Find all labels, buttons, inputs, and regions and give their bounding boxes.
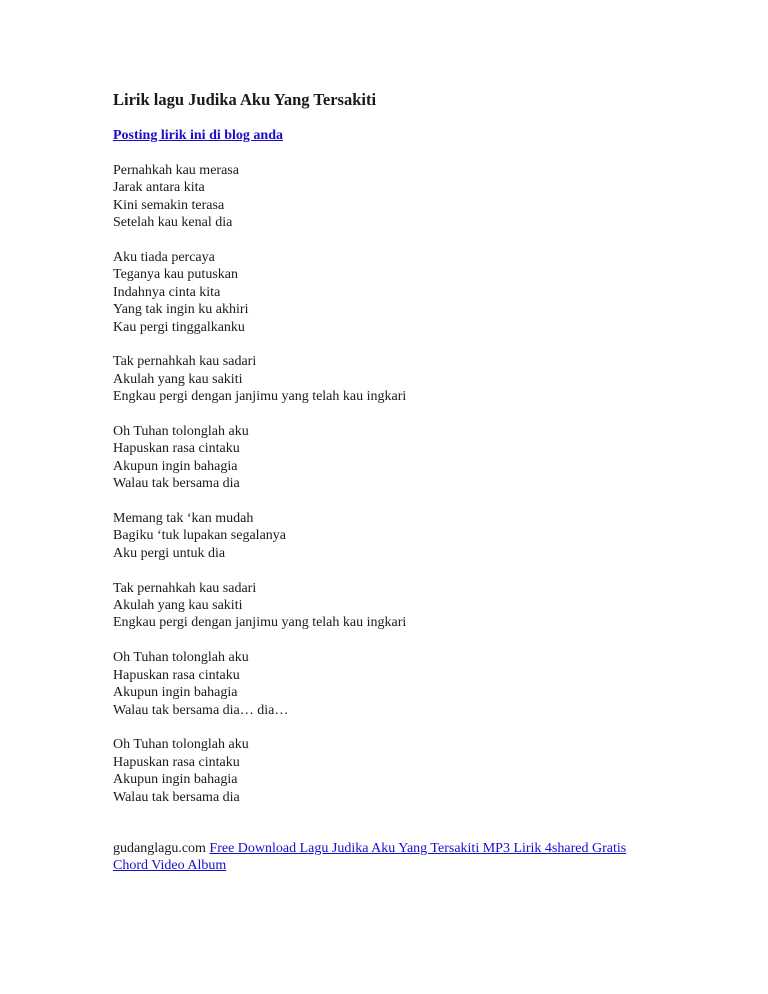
lyric-line: Aku pergi untuk dia xyxy=(113,545,226,561)
lyric-line: Tak pernahkah kau sadari xyxy=(113,580,257,596)
lyric-line: Akupun ingin bahagia xyxy=(113,772,238,788)
lyric-line: Jarak antara kita xyxy=(113,180,205,196)
stanza xyxy=(113,510,406,562)
lyric-line: Bagiku ‘tuk lupakan segalanya xyxy=(113,528,287,544)
stanza xyxy=(113,649,406,719)
lyric-line: Walau tak bersama dia xyxy=(113,476,240,492)
lyric-line: Hapuskan rasa cintaku xyxy=(113,754,240,770)
lyric-line: Akupun ingin bahagia xyxy=(113,685,238,701)
lyric-line: Walau tak bersama dia xyxy=(113,789,240,805)
lyric-line: Oh Tuhan tolonglah aku xyxy=(113,424,249,440)
lyrics-body xyxy=(113,162,406,806)
lyric-line: Akulah yang kau sakiti xyxy=(113,598,243,614)
lyric-line: Kini semakin terasa xyxy=(113,197,225,213)
lyric-line: Hapuskan rasa cintaku xyxy=(113,667,240,683)
lyric-line: Pernahkah kau merasa xyxy=(113,163,239,178)
post-lyrics-link[interactable]: Posting lirik ini di blog anda xyxy=(113,128,283,143)
lyric-line: Hapuskan rasa cintaku xyxy=(113,441,240,457)
lyric-line: Oh Tuhan tolonglah aku xyxy=(113,737,249,753)
lyric-line: Akupun ingin bahagia xyxy=(113,458,238,474)
stanza xyxy=(113,580,406,632)
lyric-line: Teganya kau putuskan xyxy=(113,267,238,283)
stanza xyxy=(113,162,406,232)
stanza xyxy=(113,423,406,493)
lyric-line: Setelah kau kenal dia xyxy=(113,215,233,231)
lyric-line: Memang tak ‘kan mudah xyxy=(113,511,254,527)
footer xyxy=(113,840,653,875)
download-link[interactable]: Free Download Lagu Judika Aku Yang Tersakiti MP3 Lirik 4shared Gratis Chord Video Album xyxy=(113,841,627,874)
lyric-line: Walau tak bersama dia… dia… xyxy=(113,702,289,718)
lyric-line: Tak pernahkah kau sadari xyxy=(113,354,257,370)
lyric-line: Yang tak ingin ku akhiri xyxy=(113,302,249,318)
stanza xyxy=(113,249,406,336)
page-title: Lirik lagu Judika Aku Yang Tersakiti xyxy=(113,90,377,109)
stanza xyxy=(113,353,406,405)
lyric-line: Engkau pergi dengan janjimu yang telah kau ingkari xyxy=(113,615,407,631)
lyric-line: Aku tiada percaya xyxy=(113,250,215,266)
lyric-line: Kau pergi tinggalkanku xyxy=(113,319,245,335)
footer-source-text: gudanglagu.com xyxy=(113,841,210,856)
lyric-line: Indahnya cinta kita xyxy=(113,284,221,300)
stanza xyxy=(113,736,406,806)
lyric-line: Engkau pergi dengan janjimu yang telah kau ingkari xyxy=(113,389,407,405)
lyric-line: Oh Tuhan tolonglah aku xyxy=(113,650,249,666)
lyric-line: Akulah yang kau sakiti xyxy=(113,371,243,387)
